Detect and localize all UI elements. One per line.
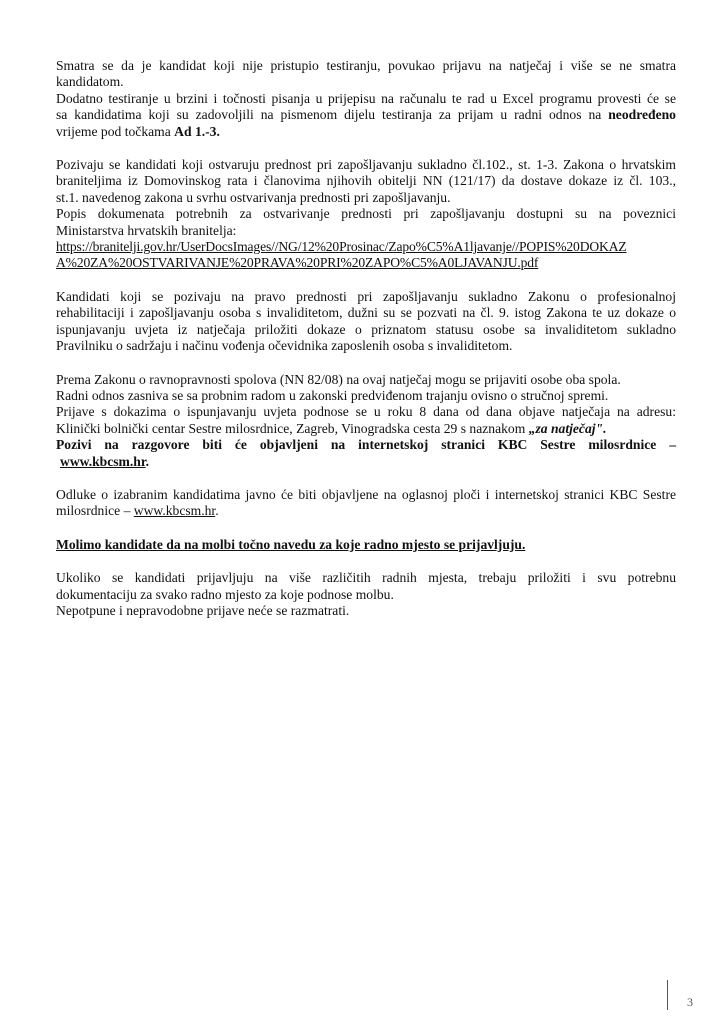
bold-term: neodređeno [608,107,676,123]
text-line: Smatra se da je kandidat koji nije pristupio testiranju, povukao prijavu na natječaj i više se ne smatra [56,58,676,73]
italic-marker: „za natječaj". [528,420,607,436]
interview-notice: Pozivi na razgovore biti će objavljeni na internetskoj stranici KBC Sestre milosrdnice – [56,437,676,453]
website-link[interactable]: www.kbcsm.hr [133,503,216,519]
paragraph-testing-withdrawal [56,58,676,140]
page-footer [667,980,697,1010]
text-line: Pozivaju se kandidati koji ostvaruju prednost pri zapošljavanju sukladno čl.102., st. 1-3. Zakona o hrvatskim [56,157,676,173]
text-segment: sa kandidatima koji su zadovoljili na pismenom dijelu testiranja za prijam u radni odnos na [56,107,602,123]
text-line [56,454,676,470]
text-line: Ministarstva hrvatskih branitelja: [56,222,237,238]
bold-underlined-notice: Molimo kandidate da na molbi točno navedu za koje radno mjesto se prijavljuju. [56,536,526,552]
paragraph-application-info [56,372,676,470]
text-line [56,421,676,437]
text-line: Prijave s dokazima o ispunjavanju uvjeta podnose se u roku 8 dana od dana objave natječaja na adresu: [56,404,676,420]
text-segment: . [145,453,150,469]
text-line: Prema Zakonu o ravnopravnosti spolova (NN 82/08) na ovaj natječaj mogu se prijaviti osobe oba spola. [56,371,621,387]
text-segment: . [215,503,219,519]
text-line [56,107,676,123]
bold-term: Ad 1.-3. [174,123,220,139]
text-line: kandidatom. [56,74,124,90]
text-segment: milosrdnice – [56,503,131,519]
ministry-document-link[interactable]: https://branitelji.gov.hr/UserDocsImages//NG/12%20Prosinac/Zapo%C5%A1ljavanje//POPIS%20DOKAZ [56,239,627,255]
text-line: ispunjavanju uvjeta iz natječaja priložiti dokaze o priznatom statusu osobe sa invaliditetom sukladno [56,321,676,337]
footer-divider [667,980,668,1010]
text-line: Nepotpune i nepravodobne prijave neće se razmatrati. [56,602,350,618]
text-line [56,124,676,140]
text-line: dokumentaciju za svako radno mjesto za koje podnose molbu. [56,586,394,602]
paragraph-multiple-positions [56,570,676,619]
text-line: Kandidati koji se pozivaju na pravo prednosti pri zapošljavanju sukladno Zakonu o profesionalnoj [56,288,676,304]
text-line: Pravilniku o sadržaju i načinu vođenja očevidnika zaposlenih osoba s invaliditetom. [56,338,513,354]
text-line: Odluke o izabranim kandidatima javno će biti objavljene na oglasnoj ploči i internetskoj stranici KBC Sestre [56,486,676,502]
document-page [56,58,676,636]
website-link[interactable]: www.kbcsm.hr [60,453,146,469]
text-line: st.1. navedenog zakona u svrhu ostvarivanja prednosti pri zapošljavanju. [56,189,451,205]
text-line: Ukoliko se kandidati prijavljuju na više različitih radnih mjesta, trebaju priložiti i svu potrebnu [56,570,676,586]
text-line [56,503,676,519]
paragraph-disability-priority [56,289,676,355]
text-line: Radni odnos zasniva se sa probnim radom u zakonski predviđenom trajanju ovisno o stručnoj spremi. [56,387,609,403]
text-line: braniteljima iz Domovinskog rata i članovima njihovih obitelji NN (121/17) da dostave dokaze iz čl. 103., [56,173,676,189]
text-line: rehabilitaciji i zapošljavanju osoba s invaliditetom, dužni su se pozvati na čl. 9. istog Zakona te uz dokaze o [56,305,676,321]
paragraph-notice-bold [56,537,676,553]
text-segment: vrijeme pod točkama [56,123,171,139]
page-number: 3 [687,995,693,1009]
text-line: Dodatno testiranje u brzini i točnosti pisanja u prijepisu na računalu te rad u Excel programu provesti će se [56,90,676,106]
paragraph-decisions [56,487,676,520]
paragraph-veterans-priority [56,157,676,272]
ministry-document-link-continued[interactable]: A%20ZA%20OSTVARIVANJE%20PRAVA%20PRI%20ZAPO%C5%A0LJAVANJU.pdf [56,255,539,271]
text-segment: Klinički bolnički centar Sestre milosrdnice, Zagreb, Vinogradska cesta 29 s naznakom [56,420,526,436]
text-line: Popis dokumenata potrebnih za ostvarivanje prednosti pri zapošljavanju dostupni su na poveznici [56,206,676,222]
